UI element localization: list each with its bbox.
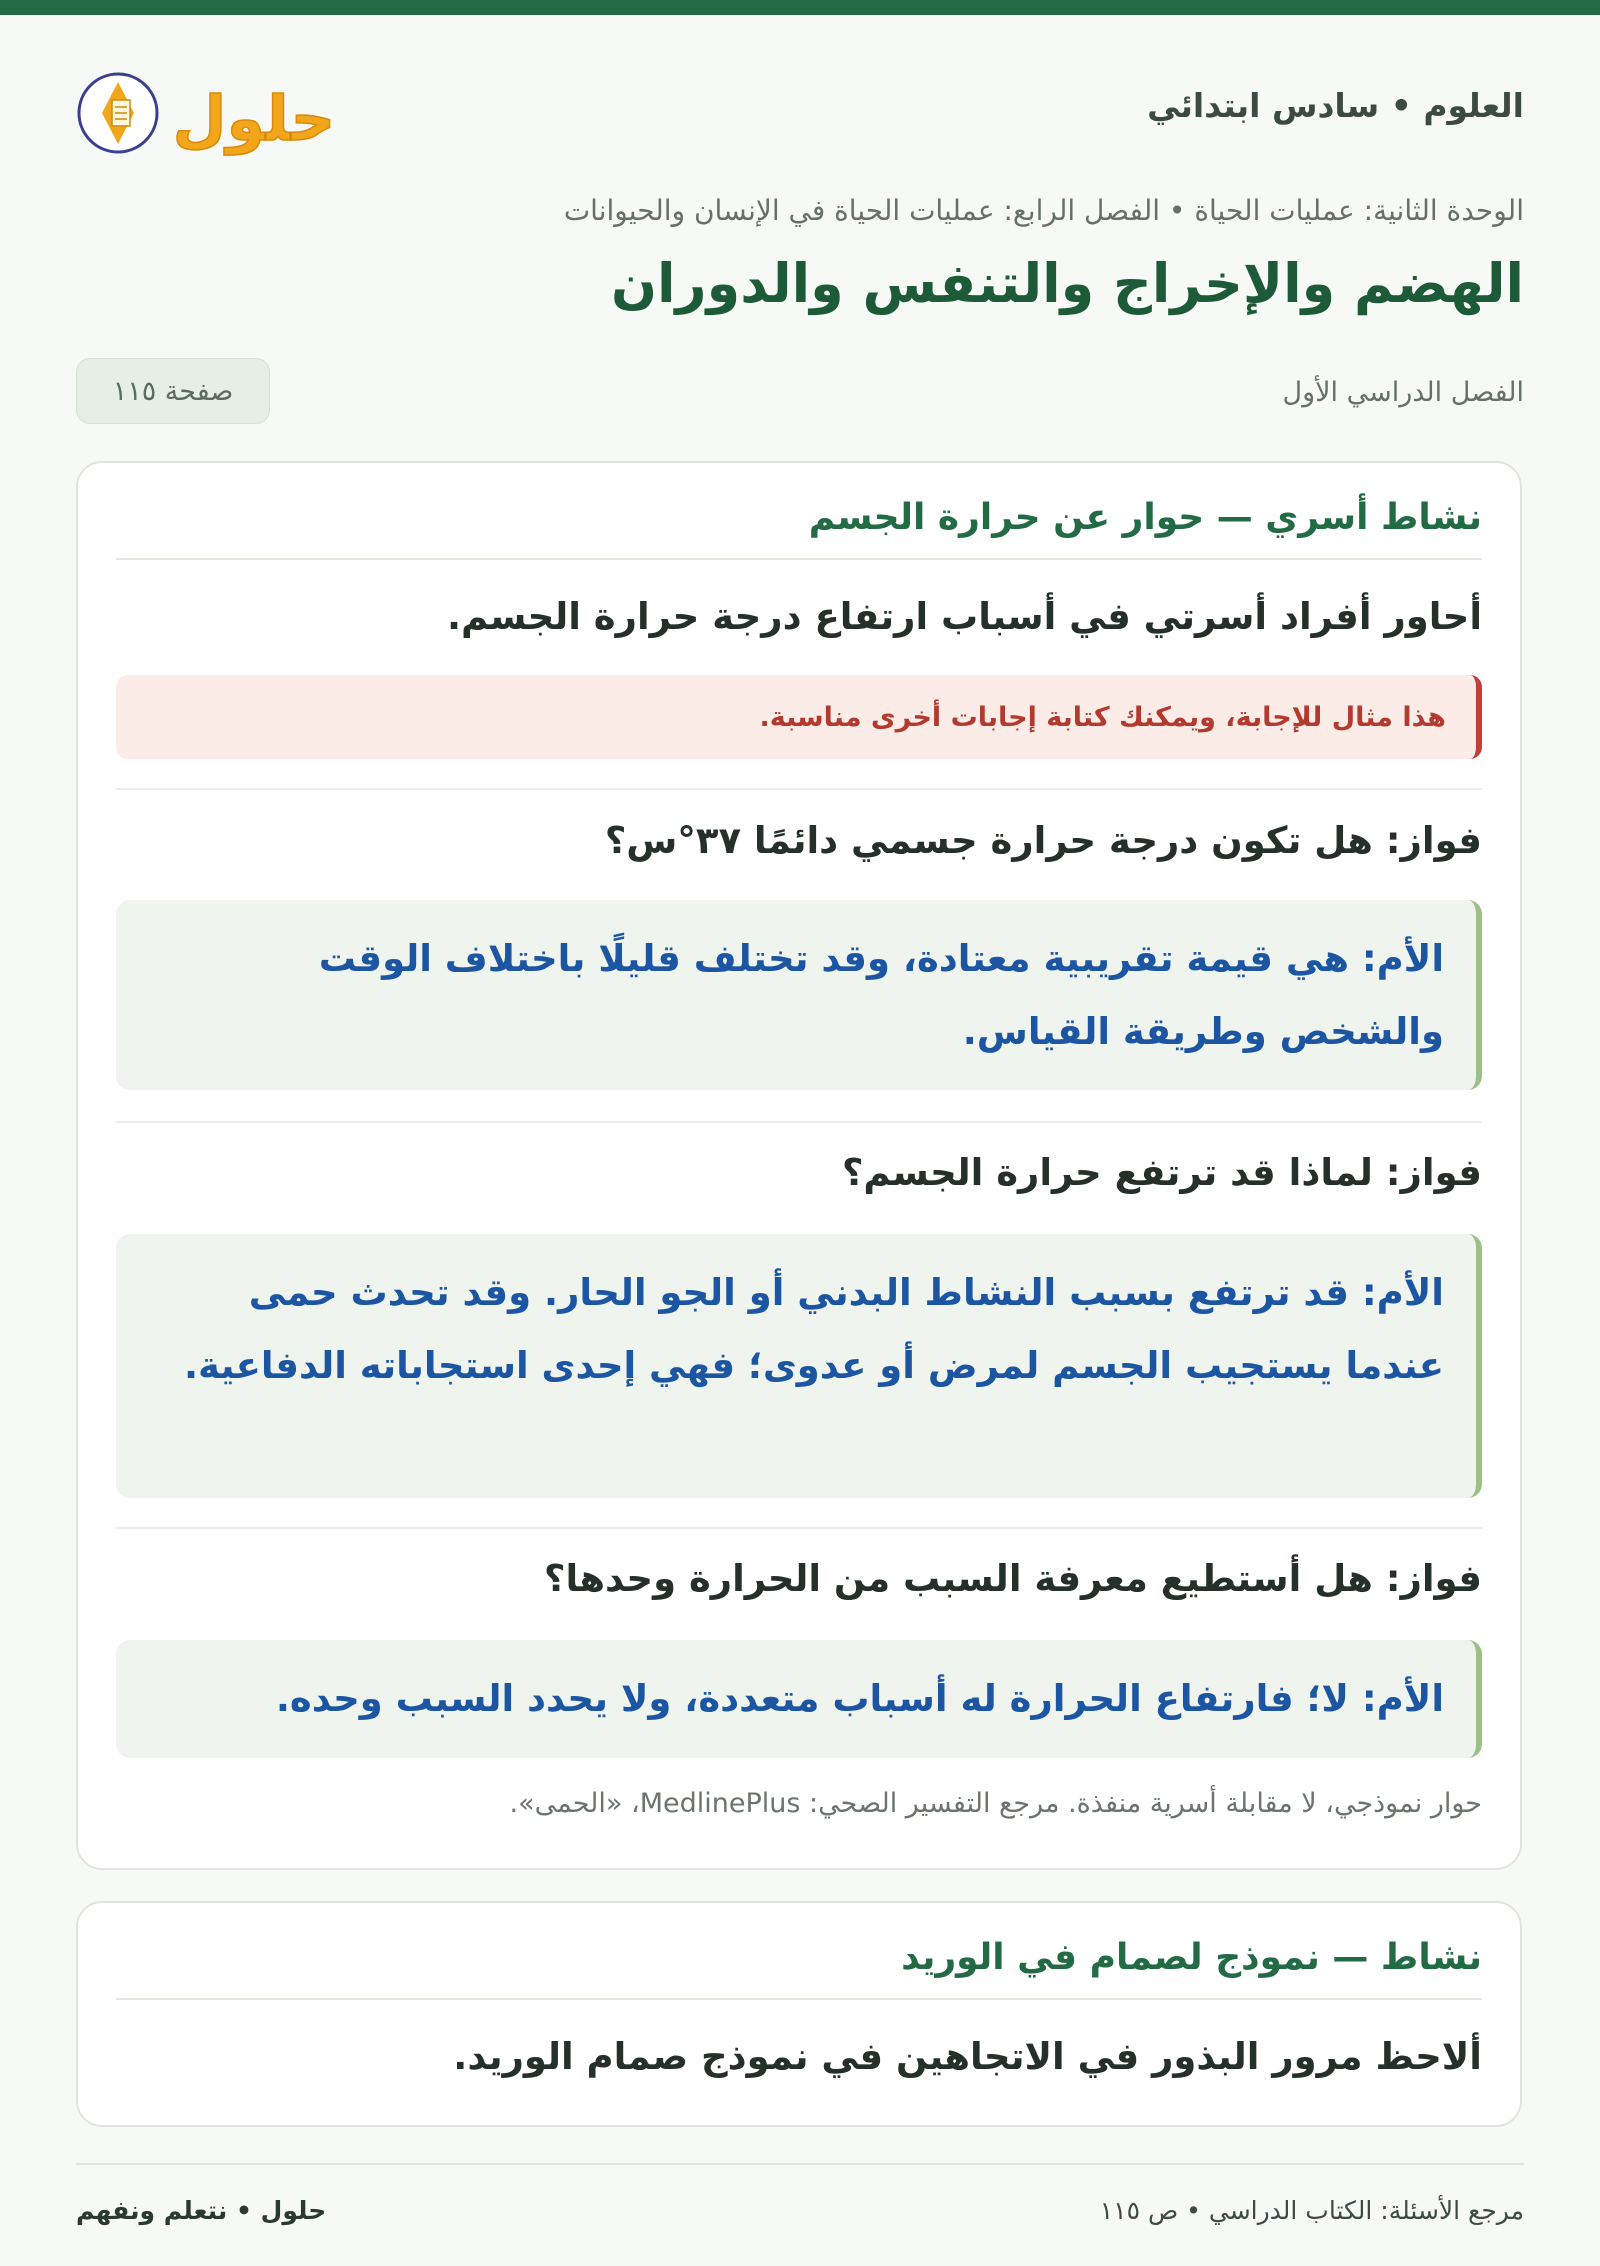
dialogue-answer-2: الأم: قد ترتفع بسبب النشاط البدني أو الجو الحار. وقد تحدث حمى عندما يستجيب الجسم لمرض أو عدوى؛ فهي إحدى استجاباته الدفاعية.: [116, 1234, 1482, 1498]
family-activity-card: [76, 461, 1522, 1870]
card-title: نشاط — نموذج لصمام في الوريد: [116, 1937, 1482, 2000]
dialogue-question-1: فواز: هل تكون درجة حرارة جسمي دائمًا ٣٧°س؟: [604, 819, 1482, 862]
activity-prompt: أحاور أفراد أسرتي في أسباب ارتفاع درجة حرارة الجسم.: [446, 595, 1482, 638]
dialogue-answer-3: الأم: لا؛ فارتفاع الحرارة له أسباب متعددة، ولا يحدد السبب وحده.: [116, 1640, 1482, 1758]
page-header: [76, 58, 1524, 178]
dialogue-question-2: فواز: لماذا قد ترتفع حرارة الجسم؟: [841, 1151, 1482, 1194]
dialogue-question-3: فواز: هل أستطيع معرفة السبب من الحرارة وحدها؟: [544, 1557, 1482, 1600]
divider: [116, 1121, 1482, 1123]
page-title: الهضم والإخراج والتنفس والدوران: [610, 252, 1524, 315]
page-number-badge: صفحة ١١٥: [76, 358, 270, 424]
footer-brand[interactable]: حلول • نتعلم ونفهم: [76, 2196, 327, 2225]
card-title: نشاط أسري — حوار عن حرارة الجسم: [116, 497, 1482, 560]
subject-grade-label: العلوم • سادس ابتدائي: [1147, 86, 1524, 125]
source-note: حوار نموذجي، لا مقابلة أسرية منفذة. مرجع التفسير الصحي: MedlinePlus، «الحمى».: [509, 1788, 1482, 1819]
divider: [116, 1527, 1482, 1529]
breadcrumb: الوحدة الثانية: عمليات الحياة • الفصل الرابع: عمليات الحياة في الإنسان والحيوانات: [563, 194, 1524, 227]
hulul-logo[interactable]: [76, 58, 346, 168]
footer-divider: [76, 2163, 1524, 2165]
dialogue-answer-1: الأم: هي قيمة تقريبية معتادة، وقد تختلف قليلًا باختلاف الوقت والشخص وطريقة القياس.: [116, 900, 1482, 1090]
semester-label: الفصل الدراسي الأول: [1282, 377, 1524, 408]
top-accent-bar: [0, 0, 1600, 15]
activity-prompt: ألاحظ مرور البذور في الاتجاهين في نموذج صمام الوريد.: [453, 2035, 1482, 2078]
vein-valve-activity-card: [76, 1901, 1522, 2127]
logo-text: حلول: [172, 82, 336, 155]
divider: [116, 788, 1482, 790]
footer-reference: مرجع الأسئلة: الكتاب الدراسي • ص ١١٥: [1099, 2196, 1524, 2225]
sample-answer-note: هذا مثال للإجابة، ويمكنك كتابة إجابات أخرى مناسبة.: [116, 675, 1482, 759]
